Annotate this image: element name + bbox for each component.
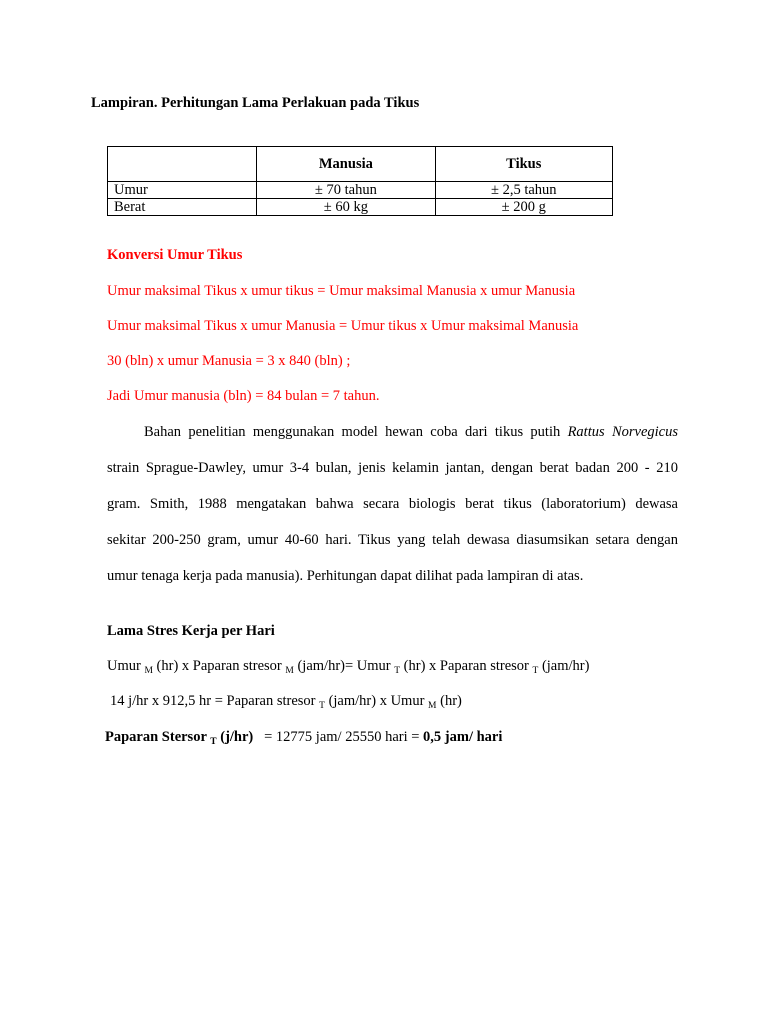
table-header-cell: Tikus xyxy=(435,147,612,182)
eq-subscript: T xyxy=(394,666,401,676)
konversi-line-4: Jadi Umur manusia (bln) = 84 bulan = 7 tahun. xyxy=(107,388,380,404)
eq-result: 0,5 jam/ hari xyxy=(423,729,503,745)
eq-text: (j/hr) xyxy=(216,729,254,745)
eq-subscript: M xyxy=(428,701,437,711)
eq-text: (jam/hr) x Umur xyxy=(324,693,429,709)
table-cell: ± 70 tahun xyxy=(257,182,435,199)
konversi-line-1: Umur maksimal Tikus x umur tikus = Umur maksimal Manusia x umur Manusia xyxy=(107,283,576,299)
page-heading: Lampiran. Perhitungan Lama Perlakuan pada Tikus xyxy=(91,95,420,111)
table-header-cell: Manusia xyxy=(257,147,435,182)
table-cell: ± 2,5 tahun xyxy=(435,182,612,199)
eq-text: (jam/hr)= Umur xyxy=(293,658,395,674)
eq-text: (hr) x Paparan stresor xyxy=(400,658,533,674)
table-header-cell xyxy=(108,147,257,182)
eq-subscript: T xyxy=(319,701,325,711)
table-cell: Umur xyxy=(108,182,257,199)
paragraph-text: Bahan penelitian menggunakan model hewan coba dari tikus putih xyxy=(144,424,568,440)
table-row xyxy=(108,182,613,199)
table-row xyxy=(108,199,613,216)
stres-title: Lama Stres Kerja per Hari xyxy=(107,623,275,639)
table-cell: Berat xyxy=(108,199,257,216)
eq-text: Umur xyxy=(107,658,145,674)
table-cell: ± 200 g xyxy=(435,199,612,216)
eq-subscript: M xyxy=(144,666,153,676)
table-cell: ± 60 kg xyxy=(257,199,435,216)
eq-subscript: M xyxy=(285,666,294,676)
paragraph-line: sekitar 200-250 gram, umur 40-60 hari. Tikus yang telah dewasa diasumsikan setara dengan xyxy=(107,532,678,548)
eq-text: (hr) xyxy=(436,693,462,709)
comparison-table xyxy=(107,146,613,216)
eq-subscript: T xyxy=(532,666,539,676)
konversi-line-3: 30 (bln) x umur Manusia = 3 x 840 (bln) ; xyxy=(107,353,351,369)
konversi-line-2: Umur maksimal Tikus x umur Manusia = Umur tikus x Umur maksimal Manusia xyxy=(107,318,579,334)
eq-subscript: T xyxy=(210,737,217,747)
eq-text: (jam/hr) xyxy=(538,658,590,674)
konversi-title: Konversi Umur Tikus xyxy=(107,247,243,263)
body-paragraph xyxy=(107,414,678,594)
eq-text: 14 j/hr x 912,5 hr = Paparan stresor xyxy=(110,693,320,709)
eq-text: (hr) x Paparan stresor xyxy=(152,658,286,674)
paragraph-line: gram. Smith, 1988 mengatakan bahwa secara biologis berat tikus (laboratorium) dewasa xyxy=(107,496,678,512)
paragraph-line xyxy=(107,414,678,450)
eq-text: Paparan Stersor xyxy=(105,729,211,745)
paragraph-line: umur tenaga kerja pada manusia). Perhitungan dapat dilihat pada lampiran di atas. xyxy=(107,568,584,584)
eq-text: = 12775 jam/ 25550 hari = xyxy=(253,729,424,745)
paragraph-line: strain Sprague-Dawley, umur 3-4 bulan, jenis kelamin jantan, dengan berat badan 200 - 210 xyxy=(107,460,678,476)
equation-1 xyxy=(107,657,589,675)
table-header-row xyxy=(108,147,613,182)
equation-2 xyxy=(110,692,462,710)
species-name: Rattus Norvegicus xyxy=(567,424,678,440)
equation-3 xyxy=(105,728,502,746)
